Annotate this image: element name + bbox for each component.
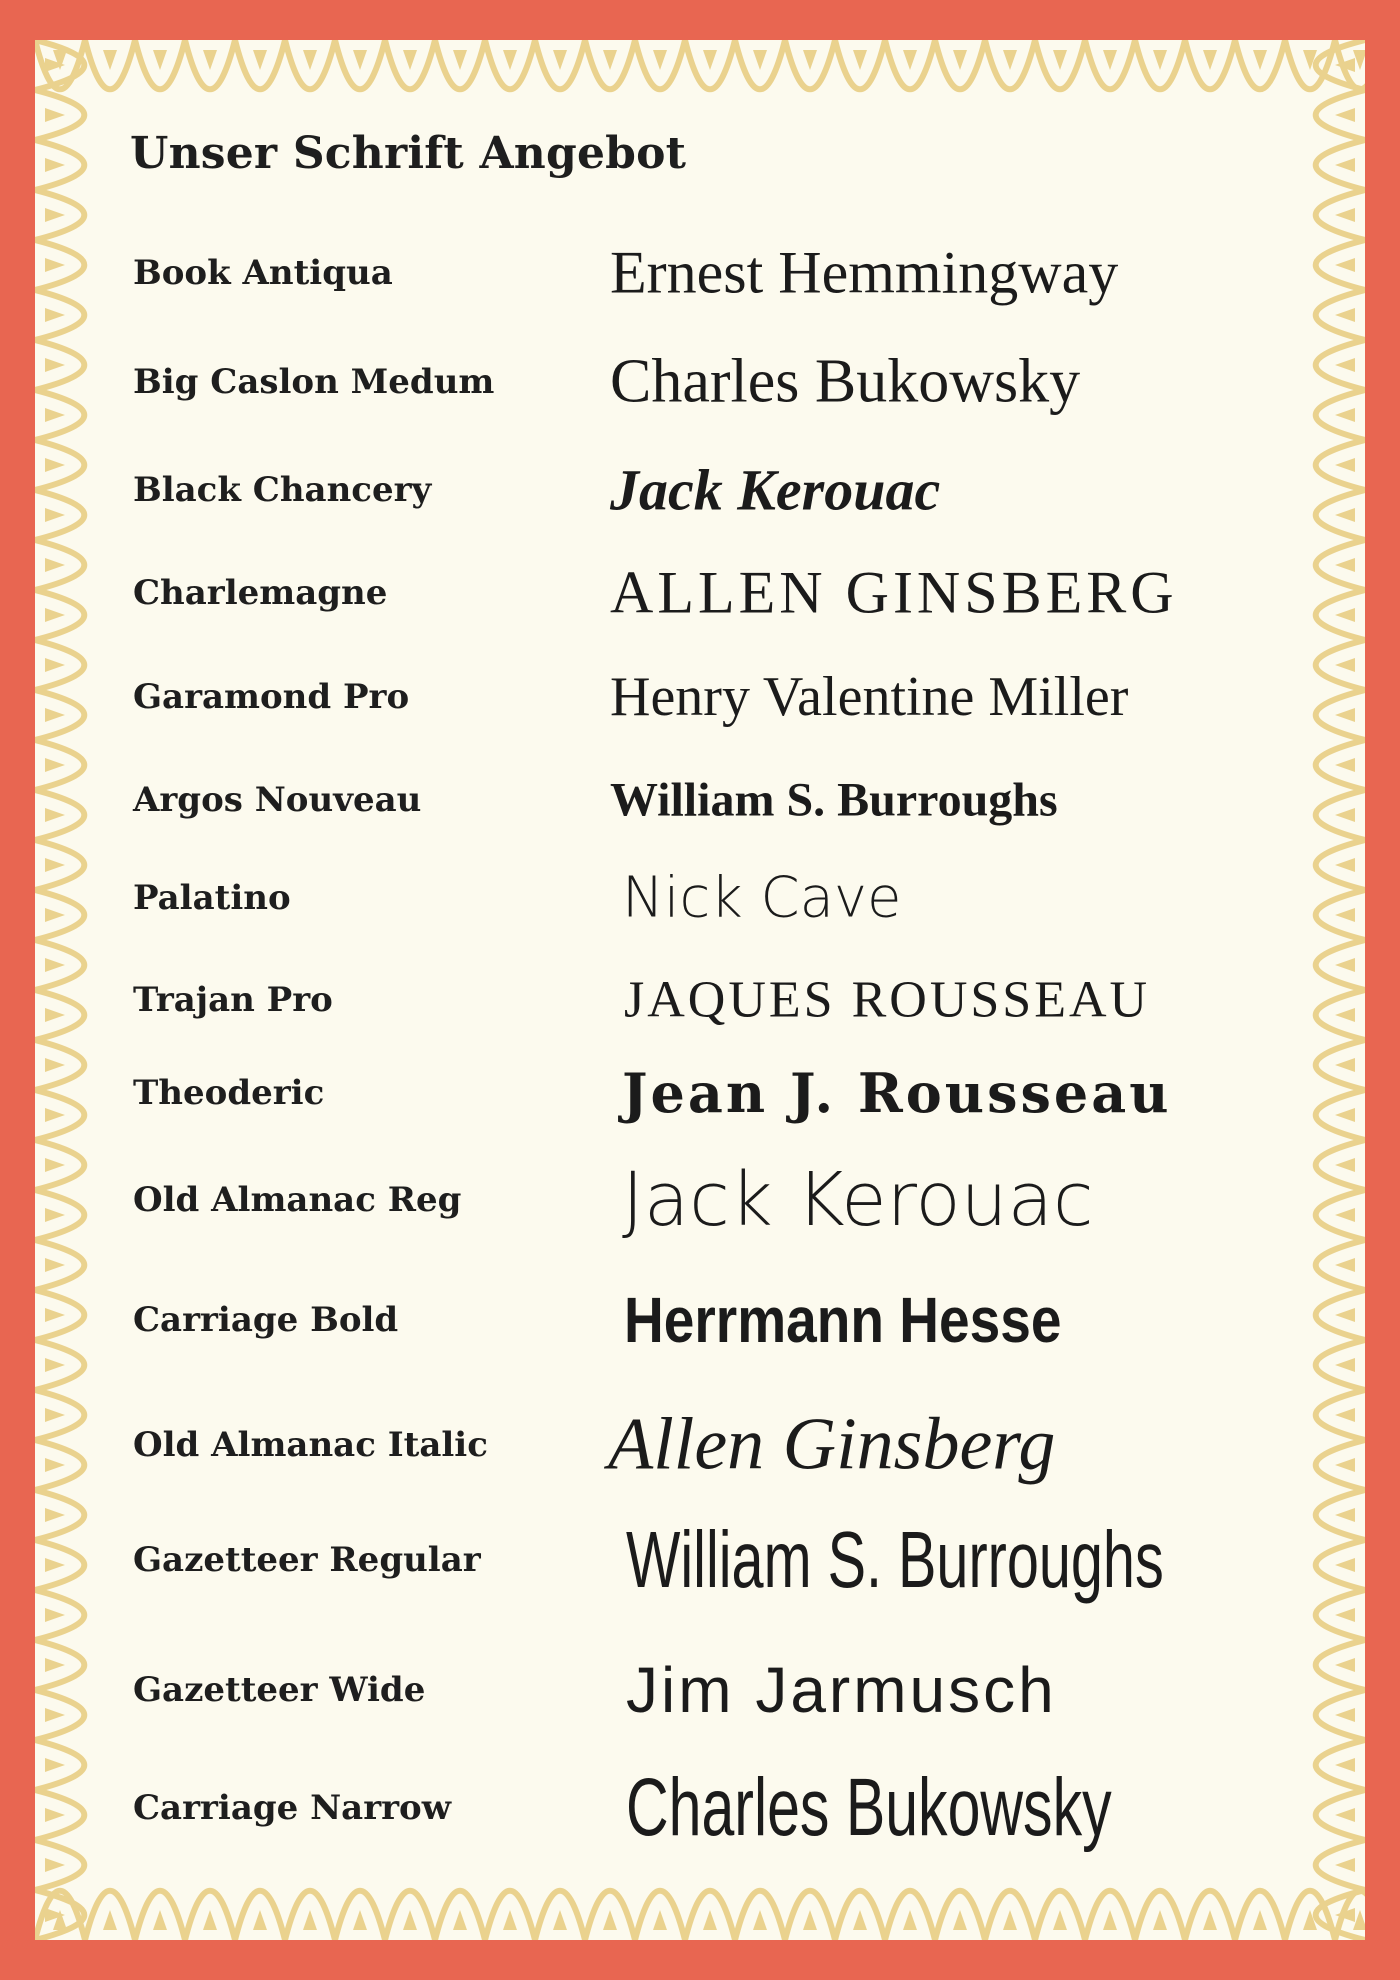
border-leaf [503, 50, 517, 70]
border-leaf [253, 50, 267, 70]
border-leaf [45, 558, 65, 572]
border-leaf [1335, 1658, 1355, 1672]
border-leaf [303, 1910, 317, 1930]
border-leaf [1335, 508, 1355, 522]
border-leaf [45, 508, 65, 522]
font-sample: Charles Bukowsky [610, 347, 1081, 416]
border-leaf [45, 258, 65, 272]
font-name: Book Antiqua [133, 253, 393, 293]
border-leaf [45, 1658, 65, 1672]
border-leaf [1103, 1910, 1117, 1930]
border-leaf [1335, 1158, 1355, 1172]
border-leaf [1335, 908, 1355, 922]
border-leaf [753, 1910, 767, 1930]
border-leaf [303, 50, 317, 70]
font-sample: ALLEN GINSBERG [610, 559, 1178, 626]
border-leaf [45, 1758, 65, 1772]
border-leaf [753, 50, 767, 70]
border-leaf [1335, 1708, 1355, 1722]
border-leaf [1335, 1808, 1355, 1822]
border-leaf [45, 1858, 65, 1872]
border-leaf [45, 758, 65, 772]
border-leaf [1335, 308, 1355, 322]
border-leaf [103, 50, 117, 70]
border-leaf [1335, 1758, 1355, 1772]
border-leaf [45, 1808, 65, 1822]
border-leaf [1335, 1858, 1355, 1872]
border-leaf [1335, 1408, 1355, 1422]
border-leaf [45, 1408, 65, 1422]
border-leaf [1335, 658, 1355, 672]
font-sample: Nick Cave [622, 865, 902, 931]
border-leaf [153, 1910, 167, 1930]
font-sample: William S. Burroughs [626, 1515, 1164, 1604]
border-leaf [1335, 1308, 1355, 1322]
border-leaf [45, 458, 65, 472]
border-leaf [1253, 50, 1267, 70]
border-leaf [453, 1910, 467, 1930]
font-sample: Henry Valentine Miller [610, 666, 1129, 728]
border-leaf [1335, 458, 1355, 472]
font-sample: Jim Jarmusch [626, 1654, 1057, 1726]
border-leaf [803, 50, 817, 70]
border-leaf [553, 1910, 567, 1930]
font-sample: Herrmann Hesse [624, 1284, 1062, 1356]
font-sample: William S. Burroughs [610, 773, 1058, 827]
border-leaf [453, 50, 467, 70]
border-leaf [45, 308, 65, 322]
border-leaf [1335, 1358, 1355, 1372]
border-leaf [1153, 1910, 1167, 1930]
border-leaf [1335, 158, 1355, 172]
border-leaf [1335, 808, 1355, 822]
border-leaf [1053, 1910, 1067, 1930]
border-leaf [45, 808, 65, 822]
border-leaf [45, 158, 65, 172]
border-leaf [703, 50, 717, 70]
border-leaf [45, 1458, 65, 1472]
border-leaf [45, 608, 65, 622]
border-leaf [1335, 1508, 1355, 1522]
border-leaf [503, 1910, 517, 1930]
font-sample: Jack Kerouac [622, 1157, 1094, 1243]
font-name: Theoderic [133, 1073, 325, 1113]
border-leaf [953, 50, 967, 70]
border-leaf [1003, 1910, 1017, 1930]
font-name: Gazetteer Wide [133, 1670, 426, 1710]
border-leaf [1103, 50, 1117, 70]
border-leaf [1335, 558, 1355, 572]
border-leaf [1335, 1058, 1355, 1072]
border-leaf [45, 1258, 65, 1272]
border-leaf [1335, 258, 1355, 272]
border-leaf [45, 1358, 65, 1372]
border-leaf [653, 1910, 667, 1930]
font-name: Gazetteer Regular [133, 1540, 481, 1580]
border-leaf [45, 1158, 65, 1172]
font-name: Trajan Pro [133, 980, 333, 1020]
border-leaf [45, 958, 65, 972]
font-name: Garamond Pro [133, 677, 410, 717]
font-sample: Charles Bukowsky [626, 1762, 1112, 1853]
border-leaf [1335, 958, 1355, 972]
border-leaf [1335, 408, 1355, 422]
border-leaf [45, 708, 65, 722]
border-leaf [803, 1910, 817, 1930]
border-leaf [1335, 758, 1355, 772]
font-name: Carriage Bold [133, 1300, 399, 1340]
font-name: Palatino [133, 878, 291, 918]
border-leaf [953, 1910, 967, 1930]
font-name: Carriage Narrow [133, 1788, 451, 1828]
border-leaf [45, 358, 65, 372]
font-name: Argos Nouveau [133, 780, 422, 820]
font-sample: JAQUES ROUSSEAU [624, 971, 1151, 1029]
border-leaf [1335, 208, 1355, 222]
font-name: Old Almanac Reg [133, 1180, 462, 1220]
font-sample: Ernest Hemmingway [610, 239, 1119, 306]
border-leaf [45, 658, 65, 672]
border-leaf [1335, 1008, 1355, 1022]
border-leaf [903, 1910, 917, 1930]
border-leaf [1335, 708, 1355, 722]
page-title: Unser Schrift Angebot [130, 128, 687, 179]
border-leaf [45, 108, 65, 122]
border-leaf [45, 408, 65, 422]
border-leaf [45, 908, 65, 922]
border-leaf [1203, 50, 1217, 70]
border-leaf [45, 1608, 65, 1622]
border-leaf [45, 1308, 65, 1322]
border-leaf [45, 1508, 65, 1522]
font-name: Old Almanac Italic [133, 1425, 488, 1465]
border-leaf [1003, 50, 1017, 70]
border-leaf [1053, 50, 1067, 70]
border-leaf [1335, 608, 1355, 622]
border-leaf [603, 50, 617, 70]
border-leaf [653, 50, 667, 70]
font-name: Charlemagne [133, 573, 388, 613]
font-name: Big Caslon Medum [133, 362, 495, 402]
border-leaf [1335, 1558, 1355, 1572]
border-leaf [603, 1910, 617, 1930]
border-leaf [253, 1910, 267, 1930]
border-leaf [1335, 108, 1355, 122]
border-leaf [553, 50, 567, 70]
border-leaf [103, 1910, 117, 1930]
border-leaf [1335, 1608, 1355, 1622]
border-leaf [903, 50, 917, 70]
font-sample: Jean J. Rousseau [622, 1061, 1172, 1125]
border-leaf [1335, 1108, 1355, 1122]
border-leaf [703, 1910, 717, 1930]
border-leaf [1153, 50, 1167, 70]
border-leaf [853, 1910, 867, 1930]
border-leaf [45, 208, 65, 222]
border-leaf [45, 1708, 65, 1722]
border-leaf [1335, 1458, 1355, 1472]
border-leaf [1335, 1208, 1355, 1222]
font-sample: Allen Ginsberg [608, 1403, 1056, 1486]
border-leaf [1253, 1910, 1267, 1930]
border-leaf [45, 1208, 65, 1222]
border-leaf [45, 858, 65, 872]
border-leaf [153, 50, 167, 70]
font-name: Black Chancery [133, 470, 432, 510]
border-leaf [45, 1058, 65, 1072]
border-leaf [353, 50, 367, 70]
font-sample: Jack Kerouac [610, 457, 941, 523]
border-leaf [403, 1910, 417, 1930]
border-leaf [1335, 858, 1355, 872]
border-leaf [1335, 358, 1355, 372]
border-leaf [1203, 1910, 1217, 1930]
border-leaf [45, 1008, 65, 1022]
border-leaf [203, 1910, 217, 1930]
border-leaf [45, 1108, 65, 1122]
border-leaf [203, 50, 217, 70]
border-leaf [853, 50, 867, 70]
border-leaf [403, 50, 417, 70]
border-leaf [353, 1910, 367, 1930]
border-leaf [45, 1558, 65, 1572]
border-leaf [1335, 1258, 1355, 1272]
